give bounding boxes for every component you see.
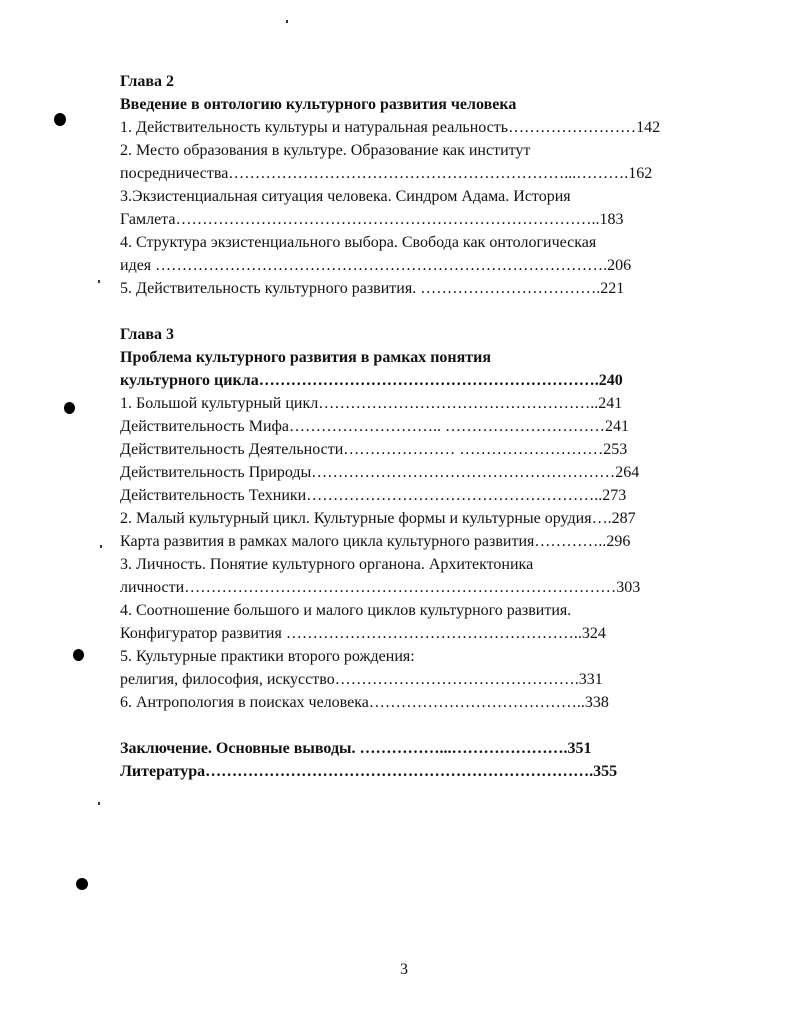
toc-entry: 5. Действительность культурного развития. …………………………….221: [120, 280, 625, 297]
toc-entry: Карта развития в рамках малого цикла культурного развития…………..296: [120, 533, 631, 550]
toc-entry: 1. Большой культурный цикл……………………………………………..241: [120, 395, 623, 412]
table-of-contents: [120, 70, 686, 783]
chapter-3-title-continued: культурного цикла……………………………………………………….240: [120, 372, 623, 389]
toc-entry: посредничества………………………………………………………...……….162: [120, 165, 653, 182]
literature-entry: Литература……………………………………………………………….355: [120, 763, 618, 780]
toc-entry: Гамлета……………………………………………………………………..183: [120, 211, 624, 228]
punch-hole-mark: [76, 878, 88, 890]
toc-entry: религия, философия, искусство……………………………………….331: [120, 671, 603, 688]
toc-entry: 3.Экзистенциальная ситуация человека. Синдром Адама. История: [120, 188, 571, 205]
chapter-2-heading: Глава 2: [120, 73, 174, 90]
chapter-3-title: Проблема культурного развития в рамках понятия: [120, 349, 492, 366]
chapter-3-heading: Глава 3: [120, 326, 174, 343]
scan-speck: [100, 545, 102, 548]
toc-entry: 4. Соотношение большого и малого циклов культурного развития.: [120, 602, 572, 619]
toc-entry: Действительность Техники………………………………………………..273: [120, 487, 627, 504]
toc-entry: 4. Структура экзистенциального выбора. Свобода как онтологическая: [120, 234, 597, 251]
chapter-2-title: Введение в онтологию культурного развития человека: [120, 96, 517, 113]
toc-entry: идея ………………………………………………………………………….206: [120, 257, 632, 274]
toc-entry: 2. Малый культурный цикл. Культурные формы и культурные орудия….287: [120, 510, 636, 527]
conclusion-entry: Заключение. Основные выводы. ……………...………………….351: [120, 740, 592, 757]
toc-entry: Действительность Мифа……………………….. …………………………241: [120, 418, 629, 435]
toc-entry: 1. Действительность культуры и натуральная реальность……………………142: [120, 119, 661, 136]
scan-speck: [98, 802, 100, 805]
toc-entry: Конфигуратор развития ………………………………………………..324: [120, 625, 606, 642]
page-number: 3: [400, 961, 408, 978]
scan-speck: [286, 20, 288, 23]
toc-entry: Действительность Деятельности………………… ………………………253: [120, 441, 628, 458]
punch-hole-mark: [73, 649, 84, 661]
toc-entry: 6. Антропология в поисках человека…………………………………..338: [120, 694, 609, 711]
punch-hole-mark: [64, 402, 75, 414]
punch-hole-mark: [54, 113, 66, 126]
toc-entry: Действительность Природы…………………………………………………264: [120, 464, 640, 481]
toc-entry: личности………………………………………………………………………303: [120, 579, 641, 596]
toc-entry: 3. Личность. Понятие культурного органона. Архитектоника: [120, 556, 534, 573]
toc-entry: 5. Культурные практики второго рождения:: [120, 648, 415, 665]
scan-speck: [98, 280, 100, 283]
toc-entry: 2. Место образования в культуре. Образование как институт: [120, 142, 531, 159]
